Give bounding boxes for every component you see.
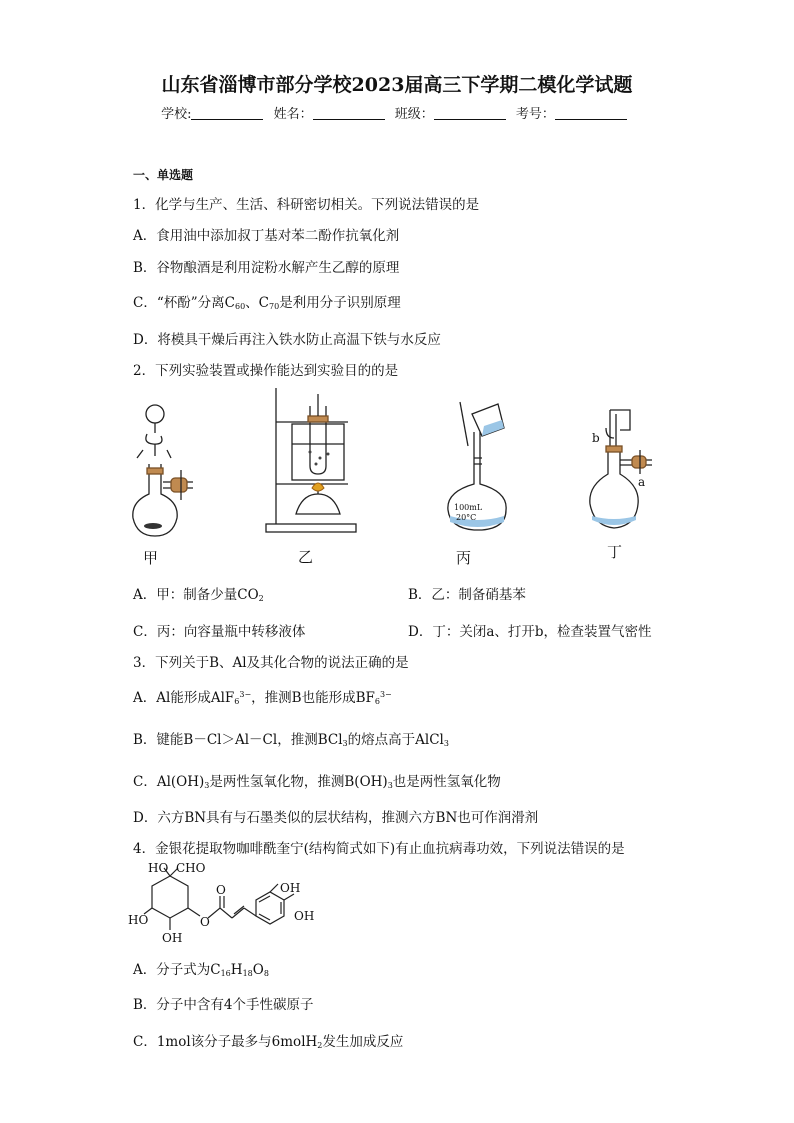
q3-option-b: B．键能B－Cl＞Al－Cl，推测BCl$_3$的熔点高于AlCl$_3$ (133, 732, 449, 748)
class-blank[interactable] (434, 107, 506, 120)
q2-option-d: D．丁：关闭a、打开b，检查装置气密性 (408, 624, 652, 640)
number-label: 考号： (515, 107, 555, 122)
apparatus-ding (586, 404, 676, 544)
svg-text:OH: OH (294, 909, 315, 923)
q1-option-d: D．将模具干燥后再注入铁水防止高温下铁与水反应 (133, 332, 441, 348)
q3-option-d: D．六方BN具有与石墨类似的层状结构，推测六方BN也可作润滑剂 (133, 810, 539, 826)
apparatus-jia (125, 398, 215, 548)
label-jia: 甲 (143, 549, 159, 567)
valve-b-label: b (592, 431, 600, 445)
q2-stem: 2．下列实验装置或操作能达到实验目的的是 (133, 363, 399, 379)
svg-text:O: O (200, 915, 210, 929)
page-title: 山东省淄博市部分学校2023届高三下学期二模化学试题 (161, 74, 633, 96)
label-yi: 乙 (298, 548, 314, 566)
valve-a-label: a (638, 475, 646, 489)
school-label: 学校: (161, 107, 192, 122)
flask-temp-label: 20°C (456, 513, 477, 522)
school-blank[interactable] (191, 107, 263, 120)
q3-stem: 3．下列关于B、Al及其化合物的说法正确的是 (133, 655, 409, 671)
chemical-structure (128, 858, 348, 948)
svg-text:OH: OH (162, 931, 183, 945)
q4-stem: 4．金银花提取物咖啡酰奎宁(结构简式如下)有止血抗病毒功效，下列说法错误的是 (133, 841, 625, 857)
q4-option-c: C．1mol该分子最多与6molH$_2$发生加成反应 (133, 1034, 404, 1050)
q3-option-c: C．$Al(OH)_3$是两性氢氧化物，推测$B(OH)_3$也是两性氢氧化物 (133, 774, 501, 790)
flask-volume-label: 100mL (454, 503, 483, 512)
svg-text:O: O (216, 883, 226, 897)
svg-text:HO: HO (128, 913, 149, 927)
svg-text:CHO: CHO (176, 861, 206, 875)
q2-option-a: A．甲：制备少量$CO_2$ (133, 587, 264, 603)
q1-option-b: B．谷物酿酒是利用淀粉水解产生乙醇的原理 (133, 260, 400, 276)
q1-option-a: A．食用油中添加叔丁基对苯二酚作抗氧化剂 (133, 228, 400, 244)
q1-stem: 1．化学与生产、生活、科研密切相关。下列说法错误的是 (133, 197, 480, 213)
apparatus-bing (442, 398, 512, 548)
apparatus-yi (262, 386, 362, 536)
q1-option-c: C．“杯酚”分离$C_{60}$、$C_{70}$是利用分子识别原理 (133, 295, 401, 311)
svg-text:OH: OH (280, 881, 301, 895)
svg-text:HO: HO (148, 861, 169, 875)
label-bing: 丙 (456, 549, 472, 567)
q3-option-a: A．Al能形成AlF$_6^{3-}$，推测B也能形成$BF_6^{3-}$ (133, 690, 392, 706)
q2-option-c: C．丙：向容量瓶中转移液体 (133, 624, 306, 640)
section-heading: 一、单选题 (133, 168, 194, 182)
name-label: 姓名： (273, 107, 313, 122)
class-label: 班级： (394, 107, 434, 122)
q2-option-b: B．乙：制备硝基苯 (408, 587, 526, 603)
student-info-line (0, 103, 794, 122)
q4-option-a: A．分子式为$C_{16}H_{18}O_8$ (133, 962, 269, 978)
q4-option-b: B．分子中含有4个手性碳原子 (133, 997, 314, 1013)
label-ding: 丁 (607, 543, 623, 561)
name-blank[interactable] (313, 107, 385, 120)
number-blank[interactable] (555, 107, 627, 120)
